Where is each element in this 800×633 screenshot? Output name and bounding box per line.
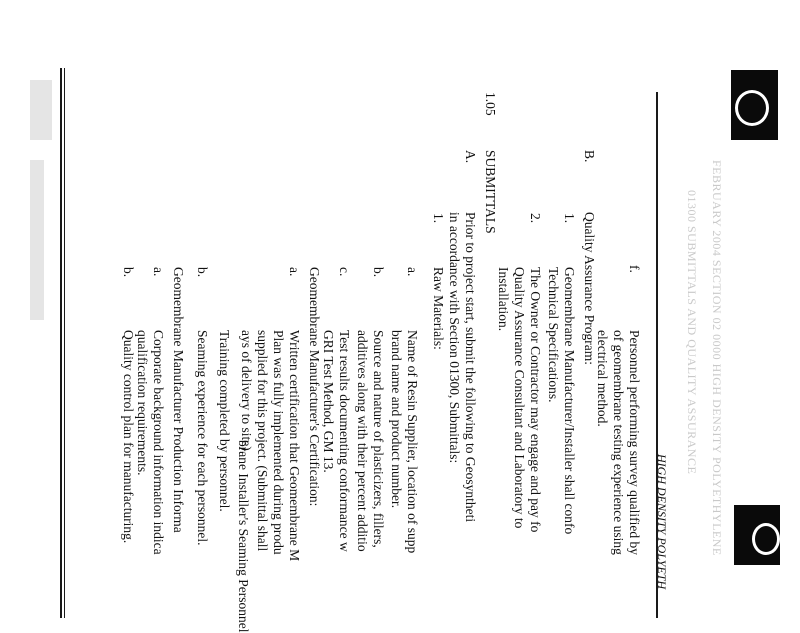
body-text: ays of delivery to site). <box>239 330 254 455</box>
list-marker: 2. <box>528 213 543 224</box>
list-marker: b. <box>121 267 136 278</box>
list-marker: a. <box>405 267 420 277</box>
body-text: additives along with their percent additio <box>355 330 370 552</box>
subsection-title: Raw Materials: <box>431 267 446 350</box>
body-text: Geomembrane Manufacturer/Installer shall confo <box>562 267 577 535</box>
bleed-through <box>30 80 52 140</box>
list-marker: f. <box>627 265 642 273</box>
body-text: Training completed by personnel. <box>217 330 232 512</box>
list-marker: 1. <box>431 213 446 224</box>
body-text: qualification requirements. <box>135 330 150 476</box>
punch-hole-top <box>731 70 778 140</box>
punch-hole-bottom <box>734 505 780 565</box>
body-text: supplied for this project. (Submittal shall <box>255 330 270 552</box>
body-text: Seaming experience for each personnel. <box>195 330 210 546</box>
body-text: in accordance with Section 01300, Submittals: <box>447 212 462 464</box>
list-marker: B. <box>582 150 597 163</box>
body-text: Corporate background information indica <box>151 330 166 555</box>
body-text: Personnel performing survey qualified by <box>627 330 642 555</box>
page-header-title: HIGH DENSITY POLYETH <box>655 454 669 590</box>
body-text: Installation. <box>496 267 511 332</box>
page-edge-rule <box>60 68 62 618</box>
body-text: Written certification that Geomembrane M <box>287 330 302 562</box>
body-text: Name of Resin Supplier, location of supp <box>405 330 420 554</box>
list-marker: b. <box>371 267 386 278</box>
subsection-title: brane Installer's Seaming Personnel <box>236 440 251 633</box>
list-marker: b. <box>195 267 210 278</box>
body-text: Prior to project start, submit the following to Geosyntheti <box>463 212 478 523</box>
list-marker: A. <box>463 150 478 164</box>
body-text: of geomembrane testing experience using <box>611 330 626 555</box>
section-number: 1.05 <box>483 92 498 116</box>
subsection-title: Geomembrane Manufacturer's Certification: <box>307 267 322 507</box>
body-text: The Owner or Contractor may engage and pay fo <box>528 267 543 533</box>
list-marker: c. <box>337 267 352 277</box>
body-text: Technical Specifications. <box>546 267 561 403</box>
body-text: brand name and product number. <box>389 330 404 509</box>
body-text: Plan was fully implemented during produ <box>271 330 286 555</box>
subsection-title: Geomembrane Manufacturer Production Informa <box>171 267 186 533</box>
ghost-text-column: 01300 SUBMITTALS AND QUALITY ASSURANCE <box>685 190 699 475</box>
subsection-title: Quality Assurance Program: <box>582 212 597 365</box>
section-title: SUBMITTALS <box>483 150 498 234</box>
ghost-text-column: FEBRUARY 2004 SECTION 02 0000 HIGH DENSITY POLYETHYLENE <box>710 160 724 556</box>
body-text: Quality Assurance Consultant and Laboratory to <box>512 267 527 529</box>
body-text: Test results documenting conformance w <box>337 330 352 552</box>
page-edge-rule <box>64 68 65 618</box>
body-text: electrical method. <box>595 330 610 427</box>
bleed-through <box>30 160 44 320</box>
body-text: Quality control plan for manufacturing. <box>121 330 136 544</box>
body-text: Source and nature of plasticizers, fillers, <box>371 330 386 548</box>
list-marker: a. <box>151 267 166 277</box>
list-marker: 1. <box>562 213 577 224</box>
list-marker: a. <box>287 267 302 277</box>
body-text: GRI Test Method, GM 13. <box>321 330 336 473</box>
